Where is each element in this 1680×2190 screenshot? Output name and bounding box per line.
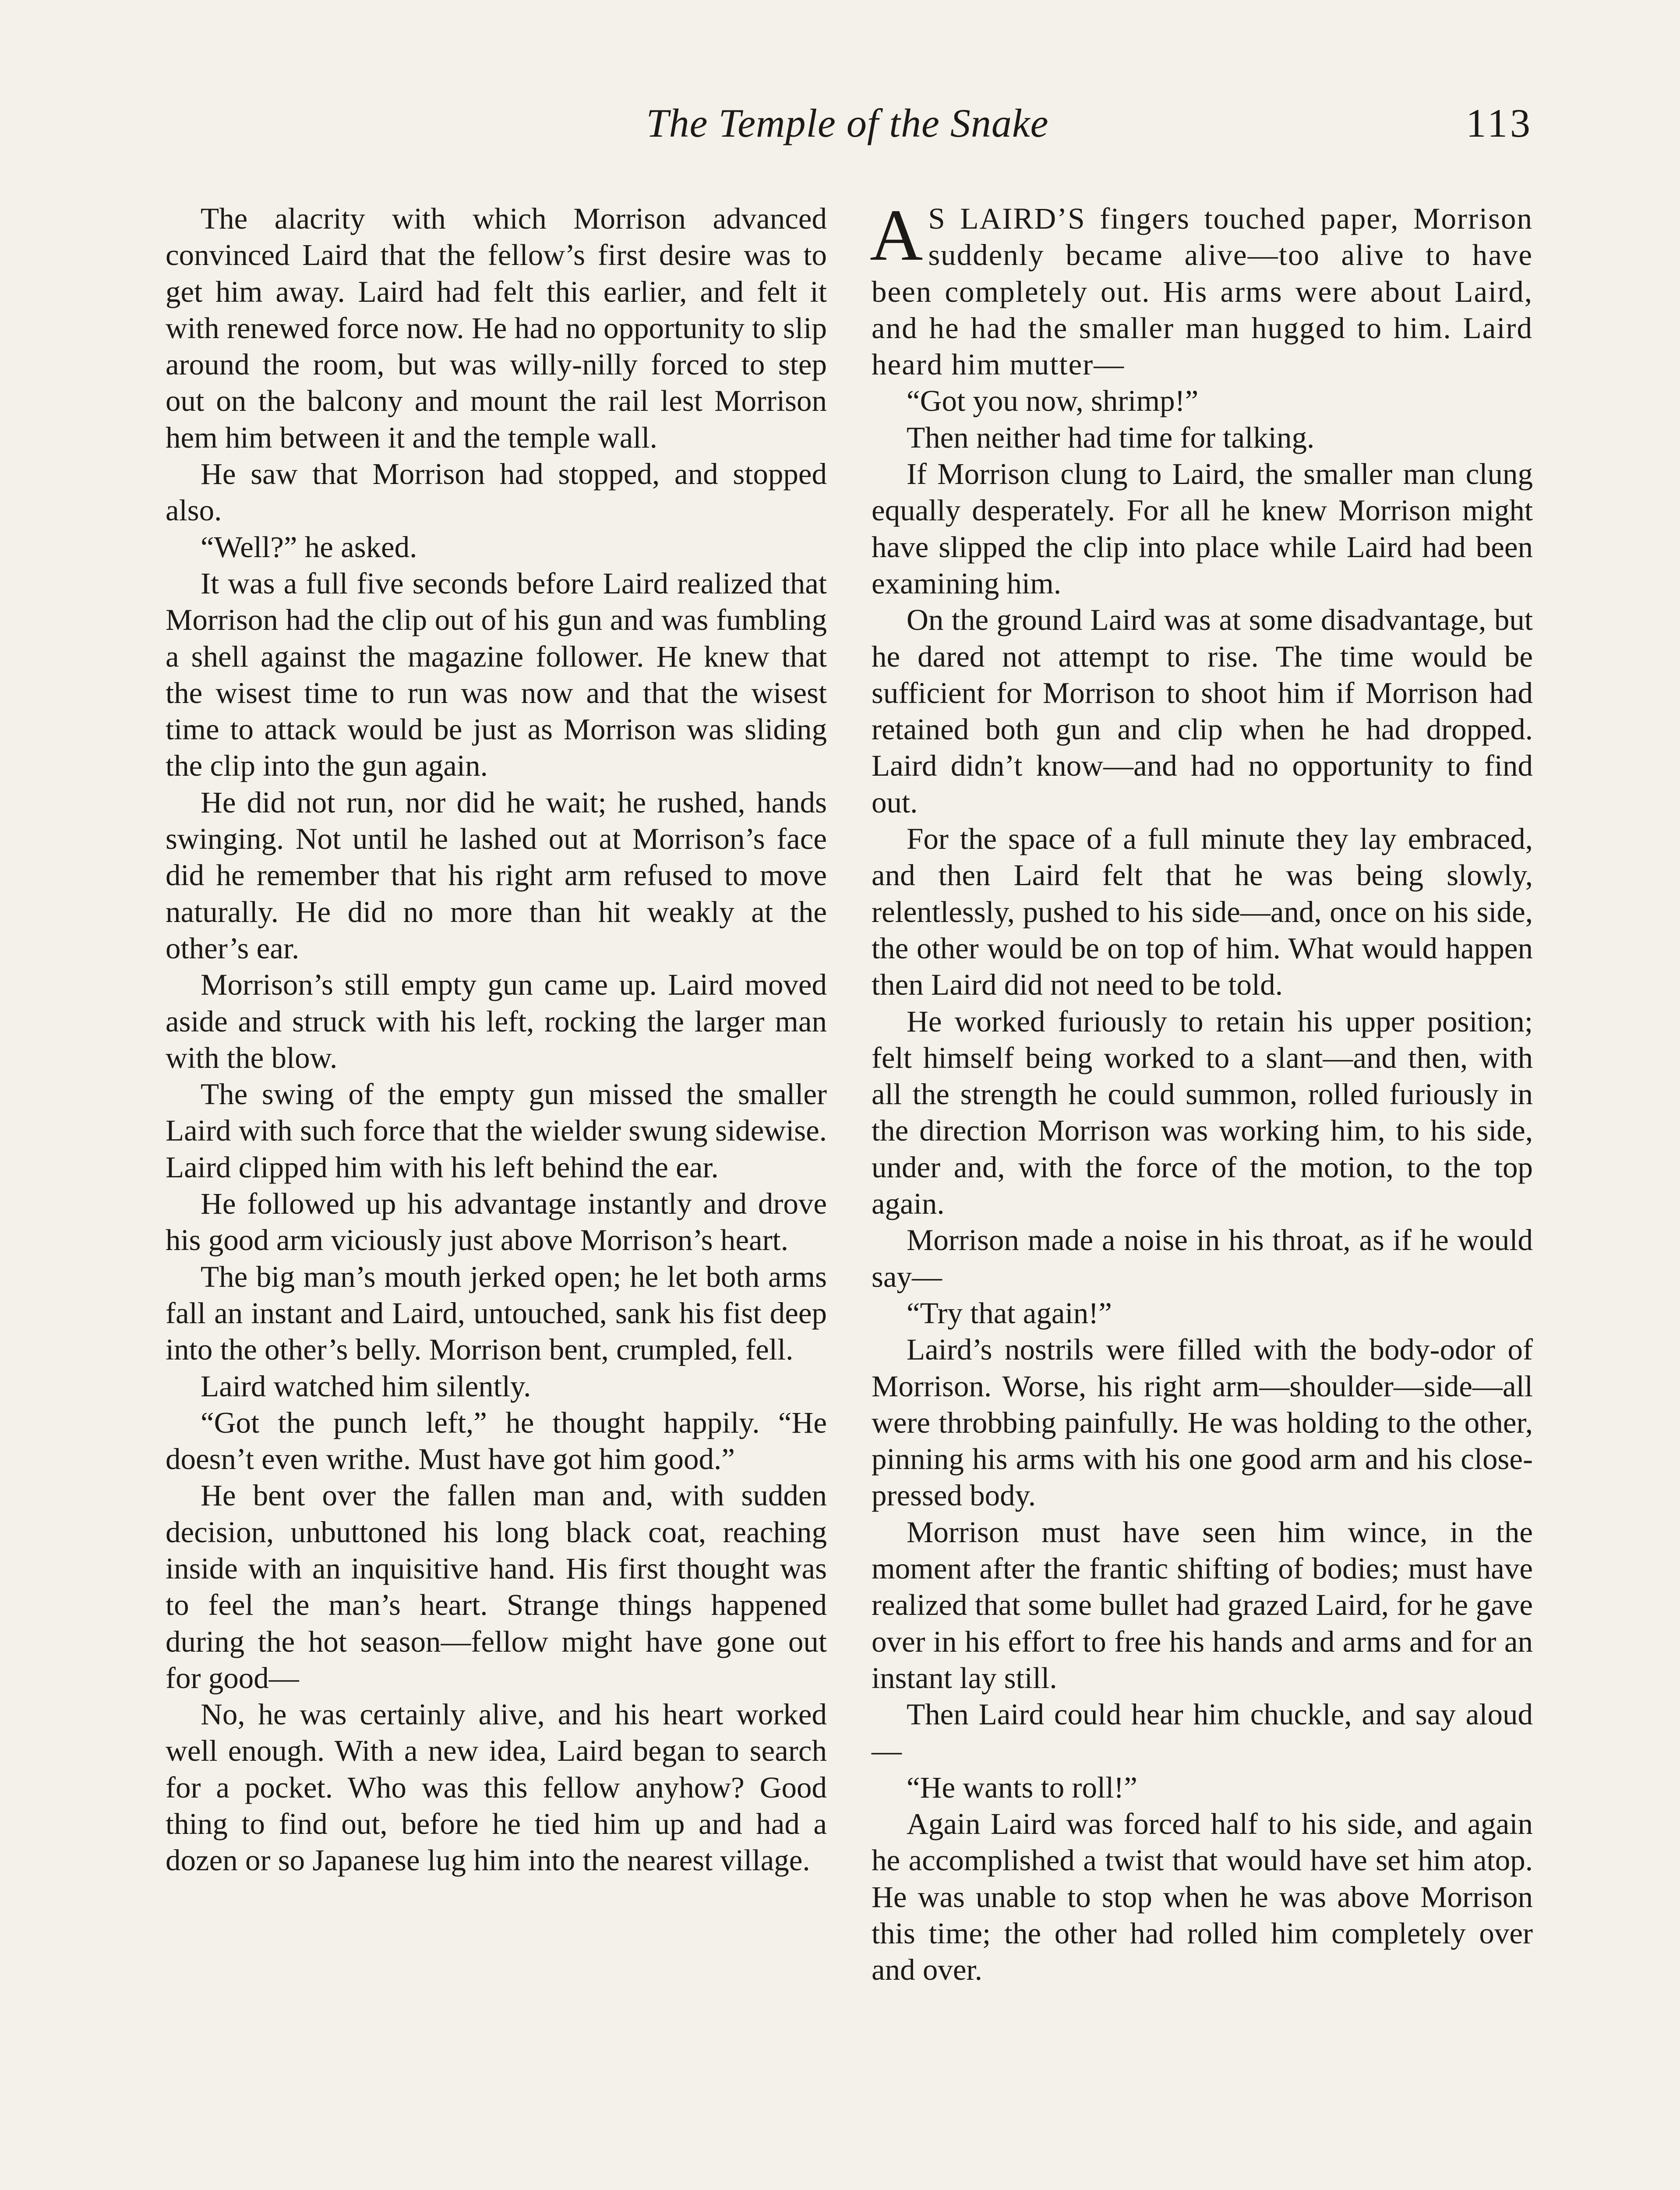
paragraph: He did not run, nor did he wait; he rushed, hands swinging. Not until he lashed out at Morrison’s face did he remember that his right arm refused to move naturally. He did no more than hit weakly at the other’s ear.: [166, 785, 827, 965]
paragraph: “Try that again!”: [907, 1296, 1112, 1330]
paragraph: Again Laird was forced half to his side, and again he accomplished a twist that would have set him atop. He was unable to stop when he was above Morrison this time; the other had rolled him completely over and over.: [872, 1807, 1533, 1987]
paragraph: Morrison made a noise in his throat, as if he would say—: [872, 1223, 1533, 1293]
left-column: [166, 201, 827, 1879]
paragraph: He bent over the fallen man and, with sudden decision, unbuttoned his long black coat, reaching inside with an inquisitive hand. His first thought was to feel the man’s heart. Strange things happened during the hot season—fellow might have gone out for good—: [166, 1479, 827, 1695]
running-title: The Temple of the Snake: [646, 101, 1049, 145]
page-header: [162, 100, 1533, 170]
paragraph: If Morrison clung to Laird, the smaller man clung equally desperately. For all he knew Morrison might have slipped the clip into place while Laird had been examining him.: [872, 457, 1533, 600]
paragraph: Morrison must have seen him wince, in the moment after the frantic shifting of bodies; must have realized that some bullet had grazed Laird, for he gave over in his effort to free his hands and arms and for an instant lay still.: [872, 1515, 1533, 1695]
paragraph: He followed up his advantage instantly and drove his good arm viciously just above Morrison’s heart.: [166, 1187, 827, 1257]
paragraph: Laird’s nostrils were filled with the body-odor of Morrison. Worse, his right arm—shoulder—side—all were throbbing painfully. He was holding to the other, pinning his arms with his one good arm and his close-pressed body.: [872, 1333, 1533, 1512]
paragraph: “Got you now, shrimp!”: [907, 384, 1199, 418]
paragraph: It was a full five seconds before Laird realized that Morrison had the clip out of his gun and was fumbling a shell against the magazine follower. He knew that the wisest time to run was now and that the wisest time to attack would be just as Morrison was sliding the clip into the gun again.: [166, 566, 827, 783]
paragraph: Then Laird could hear him chuckle, and say aloud—: [872, 1698, 1533, 1768]
paragraph: He saw that Morrison had stopped, and stopped also.: [166, 457, 827, 527]
paragraph: On the ground Laird was at some disadvantage, but he dared not attempt to rise. The time would be sufficient for Morrison to shoot him if Morrison had retained both gun and clip when he had dropped. Laird didn’t know—and had no opportunity to find out.: [872, 603, 1533, 819]
paragraph: Laird watched him silently.: [201, 1369, 531, 1403]
paragraph: For the space of a full minute they lay embraced, and then Laird felt that he was being slowly, relentlessly, pushed to his side—and, once on his side, the other would be on top of him. What would happen then Laird did not need to be told.: [872, 822, 1533, 1002]
paragraph: He worked furiously to retain his upper position; felt himself being worked to a slant—and then, with all the strength he could summon, rolled furiously in the direction Morrison was working him, to his side, under and, with the force of the motion, to the top again.: [872, 1004, 1533, 1221]
paragraph: Morrison’s still empty gun came up. Laird moved aside and struck with his left, rocking the larger man with the blow.: [166, 968, 827, 1074]
opening-text: S LAIRD’S fingers touched paper, Morrison suddenly became alive—too alive to have been completely out. His arms were about Laird, and he had the smaller man hugged to him. Laird heard him mutter—: [872, 202, 1533, 381]
paragraph: The swing of the empty gun missed the smaller Laird with such force that the wielder swung sidewise. Laird clipped him with his left behind the ear.: [166, 1077, 827, 1184]
paragraph: “Got the punch left,” he thought happily. “He doesn’t even writhe. Must have got him good.”: [166, 1406, 827, 1476]
paragraph: The big man’s mouth jerked open; he let both arms fall an instant and Laird, untouched, sank his fist deep into the other’s belly. Morrison bent, crumpled, fell.: [166, 1260, 827, 1367]
paragraph: “Well?” he asked.: [201, 530, 417, 564]
right-column: [870, 194, 1533, 1989]
opening-paragraph: [870, 194, 1533, 383]
drop-cap: A: [870, 194, 923, 276]
paragraph: Then neither had time for talking.: [907, 420, 1315, 454]
page-number: 113: [1466, 101, 1533, 145]
paragraph: No, he was certainly alive, and his heart worked well enough. With a new idea, Laird began to search for a pocket. Who was this fellow anyhow? Good thing to find out, before he tied him up and had a dozen or so Japanese lug him into the nearest village.: [166, 1698, 827, 1877]
paragraph: “He wants to roll!”: [907, 1770, 1137, 1804]
paragraph: The alacrity with which Morrison advanced convinced Laird that the fellow’s first desire was to get him away. Laird had felt this earlier, and felt it with renewed force now. He had no opportunity to slip around the room, but was willy-nilly forced to step out on the balcony and mount the rail lest Morrison hem him between it and the temple wall.: [166, 202, 827, 454]
